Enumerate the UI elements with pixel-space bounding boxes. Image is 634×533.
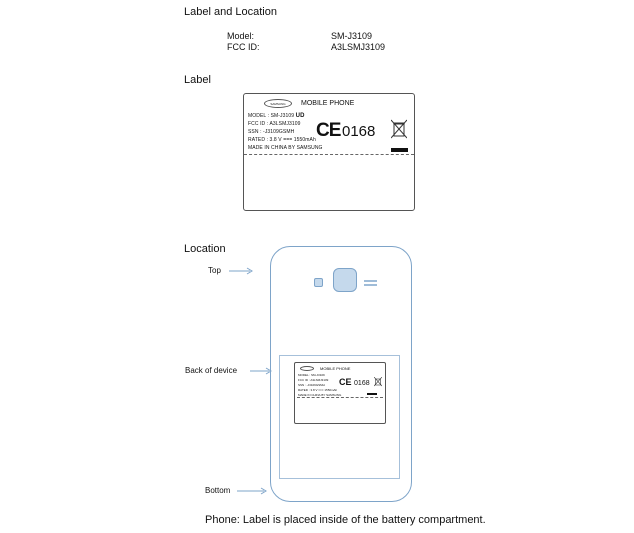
weee-bin-small-icon — [374, 377, 382, 387]
label-barcode — [391, 148, 408, 152]
label-barcode-small — [367, 393, 377, 395]
model-value: SM-J3109 — [331, 31, 373, 41]
flash-icon — [314, 278, 323, 287]
back-of-device-label: Back of device — [185, 366, 238, 375]
speaker-grill-icon — [364, 280, 377, 282]
label-rated-line-small: RATED : 3.8 V === 1550mAh — [298, 388, 338, 392]
location-heading: Location — [184, 243, 226, 255]
samsung-logo-small-icon — [300, 366, 314, 371]
label-model-line-small: MODEL : SM-J3109 — [298, 373, 325, 377]
page-title: Label and Location — [184, 6, 277, 18]
top-label: Top — [208, 266, 221, 275]
product-name: MOBILE PHONE — [301, 100, 355, 107]
product-name-small: MOBILE PHONE — [320, 366, 351, 371]
label-ssn-line-small: SSN : -J3109GSMH — [298, 383, 325, 387]
ce-mark: CE — [316, 120, 341, 141]
fcc-id-value: A3LSMJ3109 — [331, 42, 386, 52]
label-model-line: MODEL : SM-J3109 UD — [248, 113, 305, 119]
label-heading: Label — [184, 74, 211, 86]
caption: Phone: Label is placed inside of the battery compartment. — [205, 514, 486, 526]
fcc-id-label: FCC ID: — [227, 42, 260, 52]
device-label-small — [294, 362, 386, 424]
samsung-logo-icon: SAMSUNG — [264, 99, 292, 108]
label-made-line-small: MADE IN CHINA BY SAMSUNG — [298, 393, 342, 397]
label-ssn-line: SSN : -J3109GSMH — [248, 129, 295, 135]
label-top-area — [244, 94, 414, 155]
camera-icon — [333, 268, 357, 292]
label-made-line: MADE IN CHINA BY SAMSUNG — [248, 145, 323, 151]
device-label-large — [243, 93, 415, 211]
ce-number: 0168 — [342, 123, 376, 140]
model-label: Model: — [227, 31, 255, 41]
label-rated-line: RATED : 3.8 V === 1550mAh — [248, 137, 316, 143]
label-fcc-line-small: FCC ID : A3LSMJ3109 — [298, 378, 329, 382]
speaker-grill-icon-2 — [364, 284, 377, 286]
top-arrow-icon — [228, 267, 254, 275]
bottom-arrow-icon — [236, 487, 268, 495]
bottom-label: Bottom — [205, 486, 231, 495]
label-divider-small — [297, 397, 383, 398]
weee-bin-icon — [391, 119, 407, 141]
ce-mark-small: CE 0168 — [339, 377, 370, 387]
label-fcc-line: FCC ID : A3LSMJ3109 — [248, 121, 301, 127]
